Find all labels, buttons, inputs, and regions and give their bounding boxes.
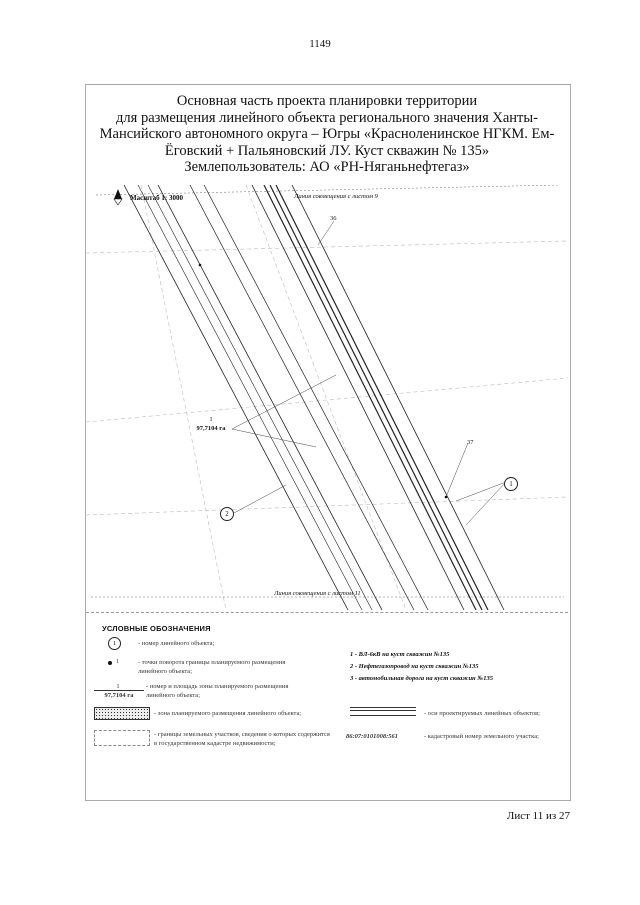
corridor-right-edge [252,185,464,610]
legend-cadastral-symbol: 86:07:0101008:561 [346,733,398,740]
legend [86,620,568,790]
title-line: для размещения линейного объекта регионального значения Ханты- [116,109,538,126]
legend-symbol-number: 1 [116,659,119,665]
sheet-counter: Лист 11 из 27 [506,810,570,822]
match-line-top-label: Линия совмещения с листом 9 [294,193,378,200]
legend-text: - номер и площадь зоны планируемого размещения линейного объекта; [146,683,289,699]
plot-number: 36 [330,215,337,222]
line-object-item: 2 - Нефтегазопровод на куст скважин №135 [350,663,479,670]
object-callout: 1 [504,477,518,491]
map-drawing [86,185,568,610]
line-object-item: 1 - ВЛ-6кВ на куст скважин №135 [350,651,450,658]
corridor-left-line [148,185,372,610]
legend-text: - зона планируемого размещения линейного объекта; [154,710,302,717]
match-line-bottom-label: Линия совмещения с листом 11 [274,590,361,597]
legend-divider [86,612,568,613]
legend-text: - оси проектируемых линейных объектов; [424,710,540,717]
turn-point [199,264,202,267]
corridor-left-edge [124,185,348,610]
grid-line [86,241,568,253]
legend-title: УСЛОВНЫЕ ОБОЗНАЧЕНИЯ [102,624,211,633]
legend-axes-symbol [350,707,416,716]
document-title [90,93,564,176]
legend-text: - номер линейного объекта; [138,640,215,647]
title-line: Основная часть проекта планировки территории [176,93,478,109]
title-line: Мансийского автономного округа – Югры «Красноленинское НГКМ. Ем- [99,126,555,142]
legend-boundary-symbol [94,730,150,746]
legend-dot-symbol [108,661,112,665]
corridor-right-edge [292,185,504,610]
grid-line [86,378,568,422]
legend-symbol-number: 1 [116,683,120,690]
line-object-item: 3 - автомобильная дорога на куст скважин №135 [350,675,493,682]
zone-label [191,415,231,433]
turn-point [445,496,448,499]
leader-line [446,443,468,497]
leader-line [234,485,286,513]
north-arrow-icon [114,189,122,205]
leader-line [318,221,334,245]
grid-line [141,185,226,610]
title-line: Землепользователь: АО «РН-Няганьнефтегаз» [184,159,470,175]
title-line: Ёговский + Пальяновский ЛУ. Куст скважин № 135» [164,142,490,159]
object-callout: 2 [220,507,234,521]
legend-text: - точки поворота границы планируемого размещения линейного объекта; [138,659,286,675]
zone-area: 97,7104 га [196,425,226,432]
page-number: 1149 [309,38,331,50]
leader-line [232,429,316,447]
zone-number: 1 [209,416,213,423]
corridor-mid-line [204,185,428,610]
legend-text: - границы земельных участков, сведения о которых содержится в государственном кадастре недвижимости; [154,731,330,747]
leader-line [466,482,506,525]
map-scale: Масштаб 1: 3000 [130,194,183,202]
legend-text: - кадастровый номер земельного участка; [424,733,539,740]
corridor-left-edge [158,185,382,610]
legend-hatch-symbol [94,707,150,720]
plot-number: 37 [467,439,474,446]
map-linework [86,185,568,610]
corridor-axis [264,185,476,610]
legend-circle-symbol: 1 [108,637,121,650]
leader-line [456,482,506,501]
legend-symbol-area: 97,7104 га [94,690,144,700]
leader-line [232,375,336,429]
